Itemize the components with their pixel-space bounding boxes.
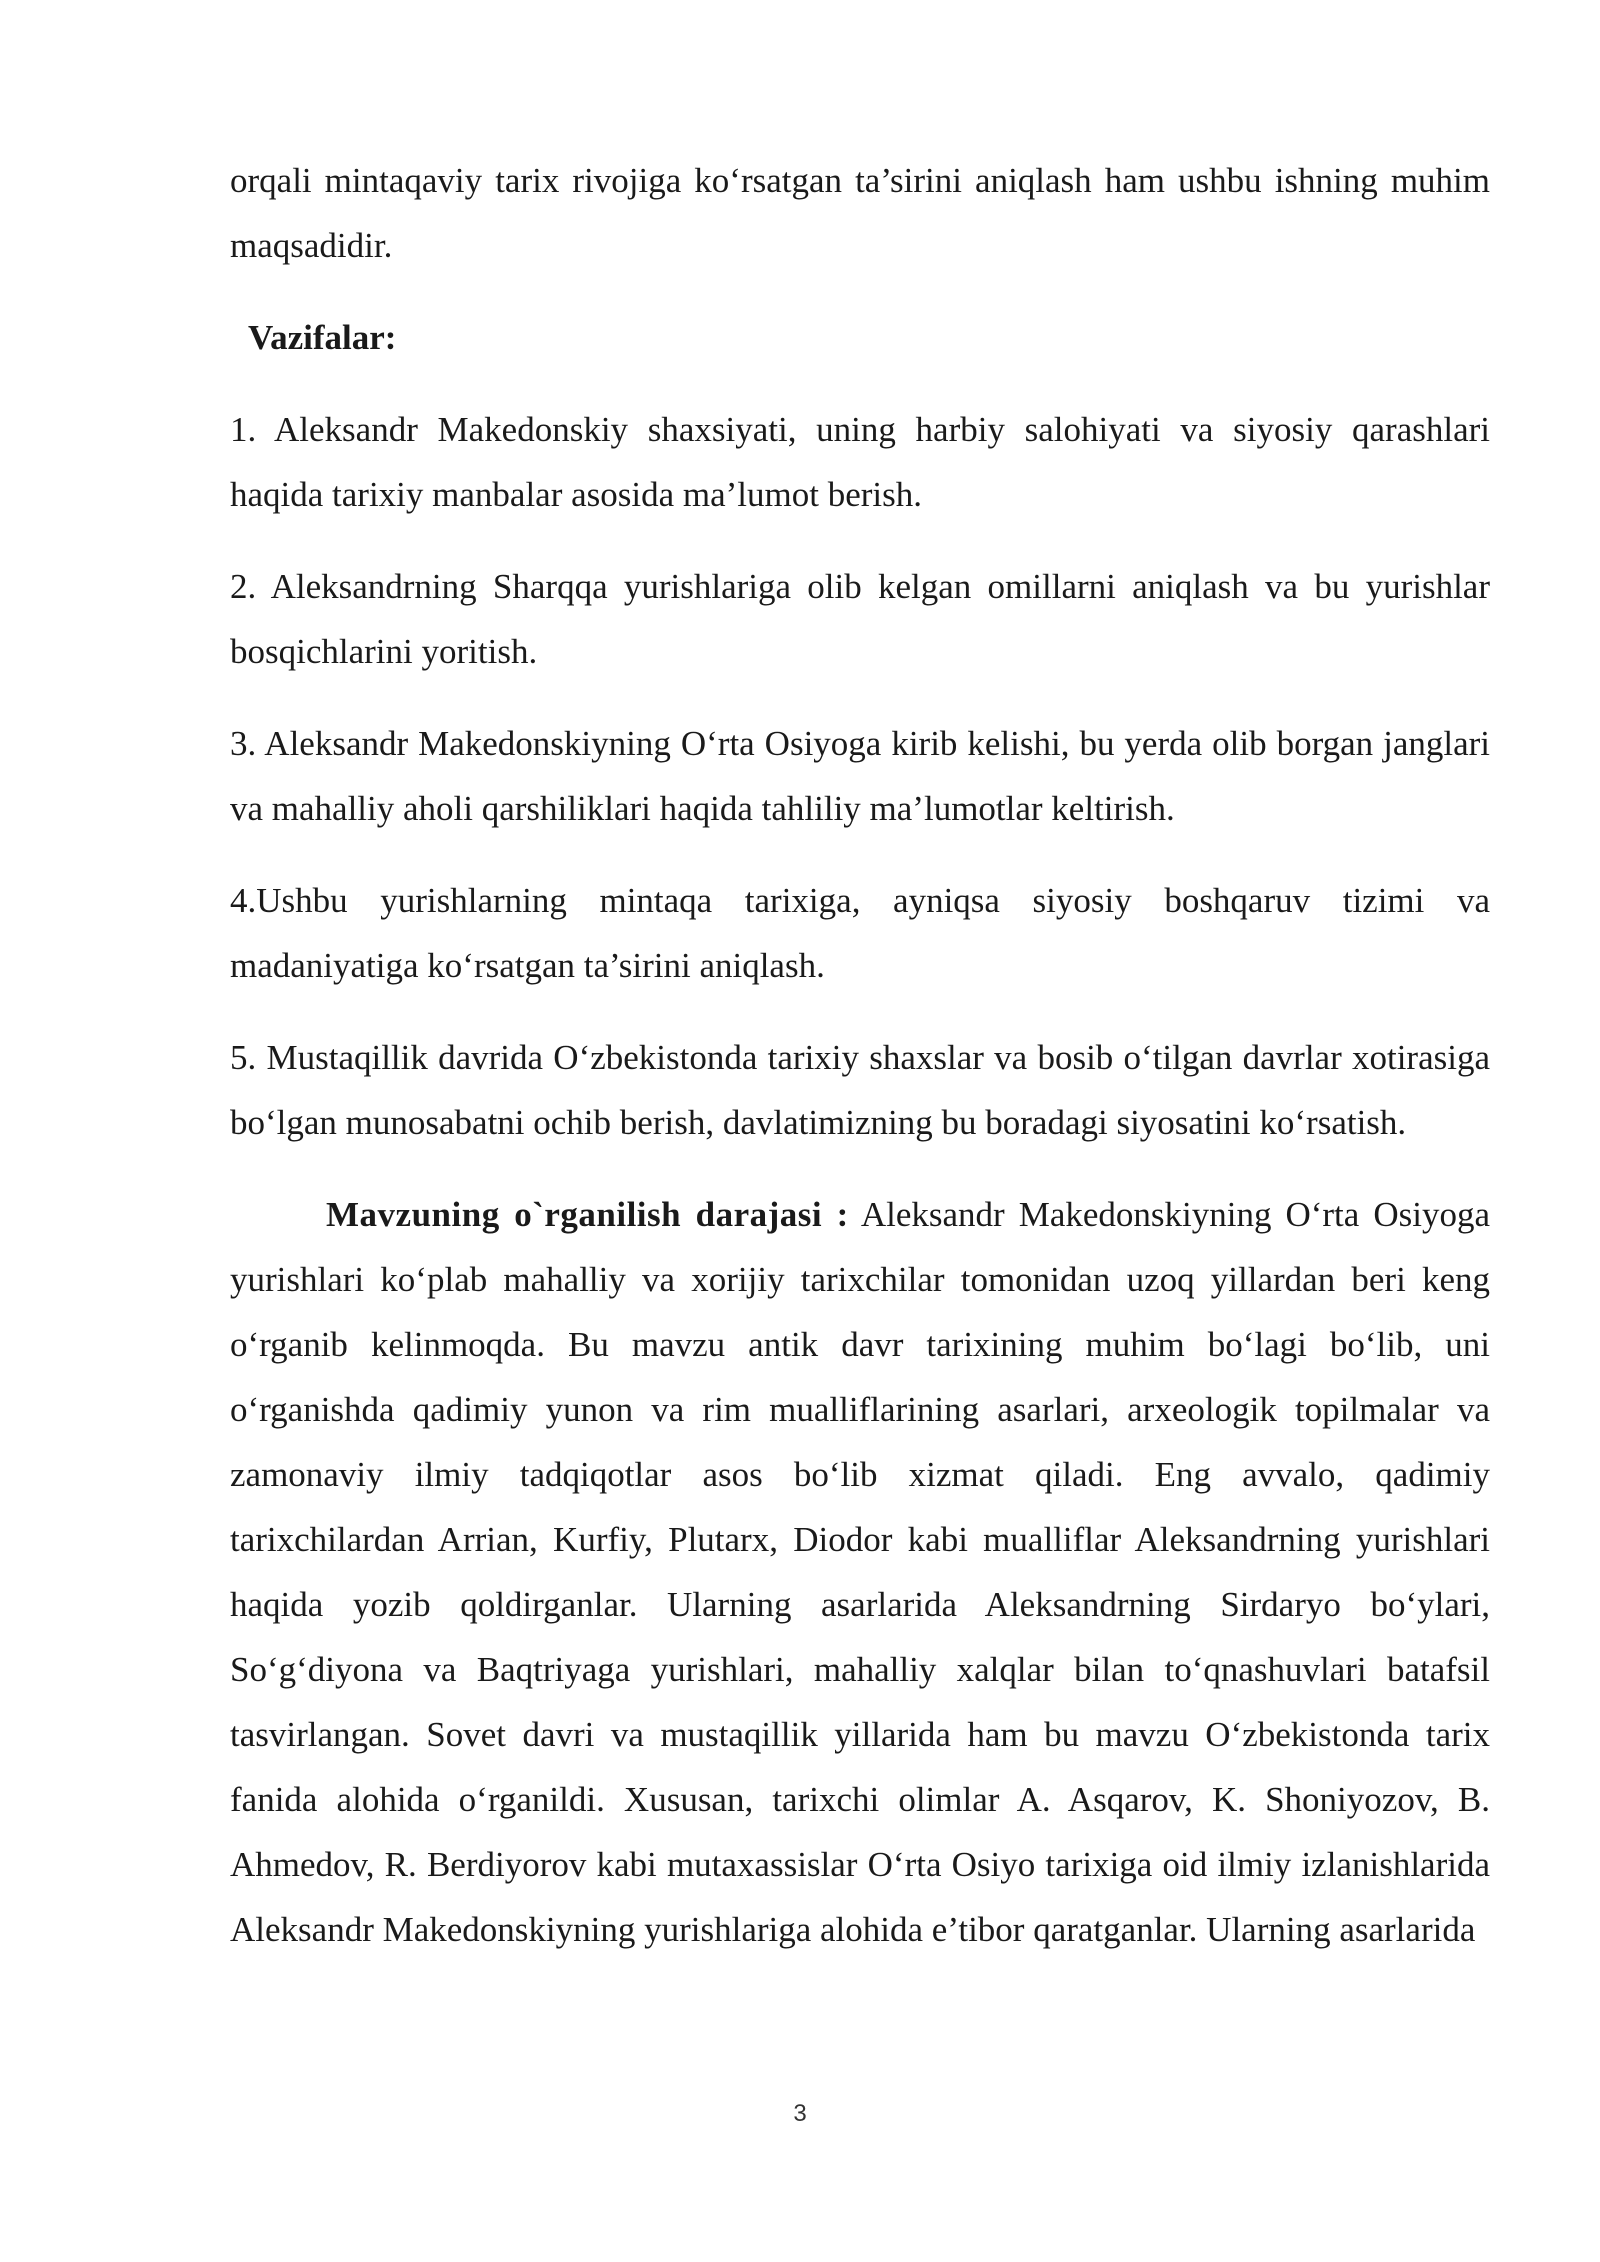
task-item-4: 4.Ushbu yurishlarning mintaqa tarixiga, ayniqsa siyosiy boshqaruv tizimi va madaniyatiga ko‘rsatgan ta’sirini aniqlash. — [230, 881, 1490, 985]
intro-continuation-paragraph: orqali mintaqaviy tarix rivojiga ko‘rsatgan ta’sirini aniqlash ham ushbu ishning muhim maqsadidir. — [230, 161, 1490, 265]
task-item-3: 3. Aleksandr Makedonskiyning O‘rta Osiyoga kirib kelishi, bu yerda olib borgan janglari va mahalliy aholi qarshiliklari haqida tahliliy ma’lumotlar keltirish. — [230, 724, 1490, 828]
tasks-heading: Vazifalar: — [248, 318, 397, 357]
task-item-1: 1. Aleksandr Makedonskiy shaxsiyati, uning harbiy salohiyati va siyosiy qarashlari haqida tarixiy manbalar asosida ma’lumot berish. — [230, 410, 1490, 514]
study-level-label: Mavzuning o`rganilish darajasi : — [326, 1195, 849, 1234]
task-item-5: 5. Mustaqillik davrida O‘zbekistonda tarixiy shaxslar va bosib o‘tilgan davrlar xotirasiga bo‘lgan munosabatni ochib berish, davlatimizning bu boradagi siyosatini ko‘rsatish. — [230, 1038, 1490, 1142]
page-number: 3 — [793, 2100, 807, 2127]
task-item-2: 2. Aleksandrning Sharqqa yurishlariga olib kelgan omillarni aniqlash va bu yurishlar bosqichlarini yoritish. — [230, 567, 1490, 671]
study-level-text: Aleksandr Makedonskiyning O‘rta Osiyoga yurishlari ko‘plab mahalliy va xorijiy tarixchilar tomonidan uzoq yillardan beri keng o‘rganib kelinmoqda. Bu mavzu antik davr tarixining muhim bo‘lagi bo‘lib, uni o‘rganishda qadimiy yunon va rim mualliflarining asarlari, arxeologik topilmalar va zamonaviy ilmiy tadqiqotlar asos bo‘lib xizmat qiladi. Eng avvalo, qadimiy tarixchilardan Arrian, Kurfiy, Plutarx, Diodor kabi mualliflar Aleksandrning yurishlari haqida yozib qoldirganlar. Ularning asarlarida Aleksandrning Sirdaryo bo‘ylari, So‘g‘diyona va Baqtriyaga yurishlari, mahalliy xalqlar bilan to‘qnashuvlari batafsil tasvirlangan. Sovet davri va mustaqillik yillarida ham bu mavzu O‘zbekistonda tarix fanida alohida o‘rganildi. Xususan, tarixchi olimlar A. Asqarov, K. Shoniyozov, B. Ahmedov, R. Berdiyorov kabi mutaxassislar O‘rta Osiyo tarixiga oid ilmiy izlanishlarida Aleksandr Makedonskiyning yurishlariga alohida e’tibor qaratganlar. Ularning asarlarida — [230, 1195, 1490, 1949]
study-level-paragraph — [230, 1182, 1490, 1962]
document-page — [230, 148, 1490, 1962]
